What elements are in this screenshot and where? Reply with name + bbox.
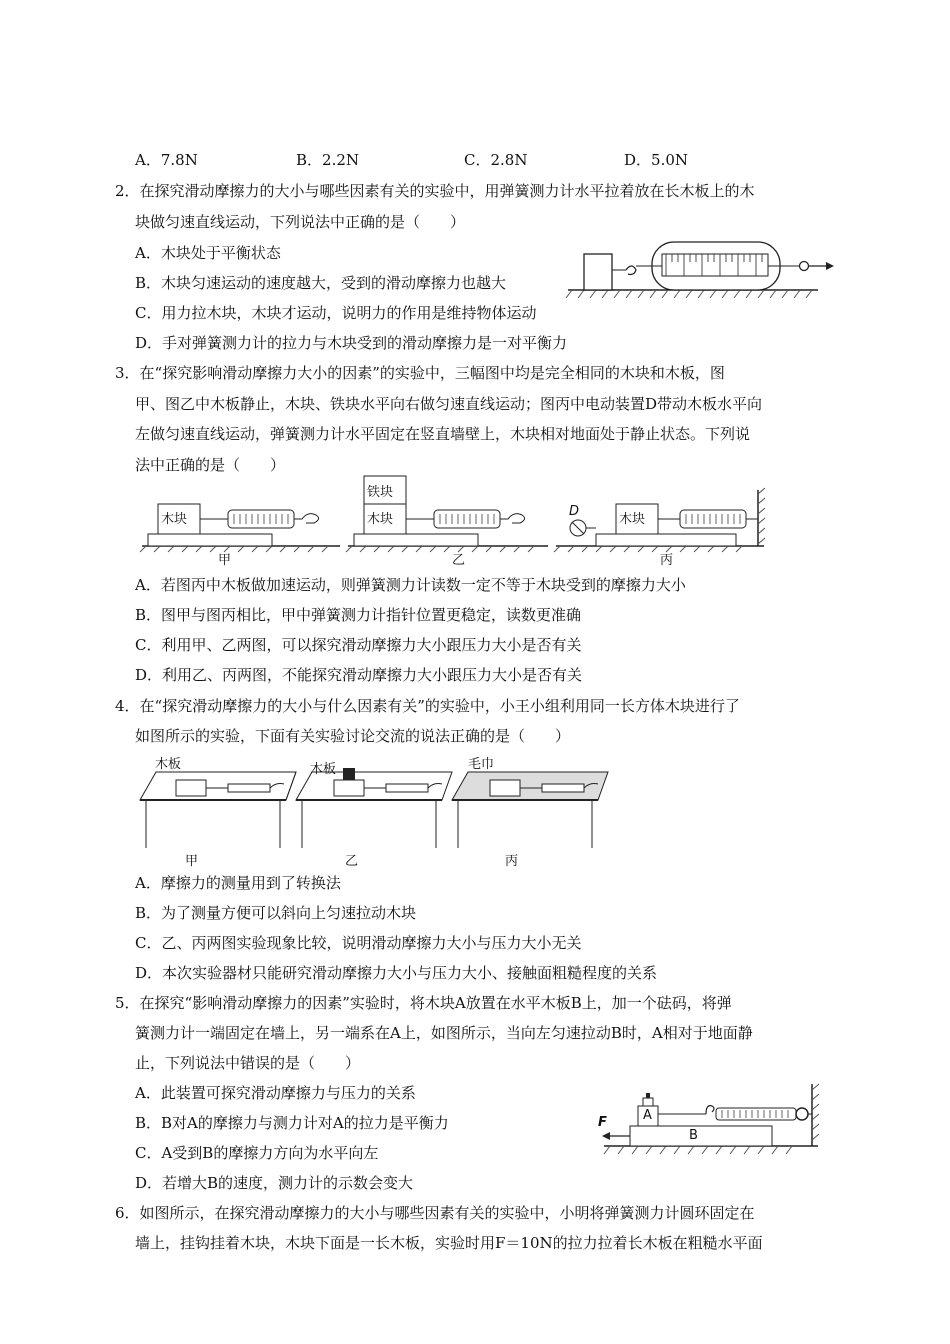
q3-option-c: C．利用甲、乙两图，可以探究滑动摩擦力大小跟压力大小是否有关 [135,636,582,654]
q4-option-c: C．乙、丙两图实验现象比较，说明滑动摩擦力大小与压力大小无关 [135,934,582,952]
q3-fig-iron-block: 铁块 [367,485,394,500]
q2-option-c: C．用力拉木块，木块才运动，说明力的作用是维持物体运动 [135,304,537,322]
q1-option-d: D．5.0N [624,151,689,169]
q5-option-c: C．A受到B的摩擦力方向为水平向左 [135,1144,379,1162]
q4-option-d: D．本次实验器材只能研究滑动摩擦力大小与压力大小、接触面粗糙程度的关系 [135,964,658,982]
q4-figure [136,768,606,852]
q4-stem-line-1: 4．在“探究滑动摩擦力的大小与什么因素有关”的实验中，小王小组利用同一长方体木块进行了 [115,697,740,715]
q6-stem-line-1: 6．如图所示，在探究滑动摩擦力的大小与哪些因素有关的实验中，小明将弹簧测力计圆环固定在 [115,1204,755,1222]
q3-stem-line-1: 3．在“探究影响滑动摩擦力大小的因素”的实验中，三幅图中均是完全相同的木块和木板，图 [115,364,725,382]
q3-fig-wood-block-3: 木块 [619,512,646,527]
q1-option-c: C．2.8N [464,151,528,169]
q4-option-a: A．摩擦力的测量用到了转换法 [135,874,341,892]
q6-stem-line-2: 墙上，挂钩挂着木块，木块下面是一长木板，实验时用F＝10N的拉力拉着长木板在粗糙水平面 [135,1234,763,1252]
q3-option-d: D．利用乙、丙两图，不能探究滑动摩擦力大小跟压力大小是否有关 [135,666,583,684]
q3-option-a: A．若图丙中木板做加速运动，则弹簧测力计读数一定不等于木块受到的摩擦力大小 [135,576,686,594]
q3-fig-motor-label: D [569,504,580,519]
q2-option-d: D．手对弹簧测力计的拉力与木块受到的滑动摩擦力是一对平衡力 [135,334,568,352]
q3-option-b: B．图甲与图丙相比，甲中弹簧测力计指针位置更稳定，读数更准确 [135,606,582,624]
q5-stem-line-1: 5．在探究“影响滑动摩擦力的因素”实验时，将木块A放置在水平木板B上，加一个砝码，将弹 [115,994,732,1012]
q5-option-b: B．B对A的摩擦力与测力计对A的拉力是平衡力 [135,1114,449,1132]
q3-stem-line-3: 左做匀速直线运动，弹簧测力计水平固定在竖直墙壁上，木块相对地面处于静止状态。下列说 [135,425,751,443]
q2-option-a: A．木块处于平衡状态 [135,244,281,262]
q5-stem-line-3: 止，下列说法中错误的是（ ） [135,1054,361,1072]
q4-caption-yi: 乙 [345,854,359,869]
q5-figure [598,1084,828,1162]
q2-option-b: B．木块匀速运动的速度越大，受到的滑动摩擦力也越大 [135,274,507,292]
q3-caption-yi: 乙 [452,553,466,568]
q2-figure-spring-scale [560,232,835,300]
q3-stem-line-4: 法中正确的是（ ） [135,456,286,474]
q4-stem-line-2: 如图所示的实验，下面有关实验讨论交流的说法正确的是（ ） [135,727,571,745]
q4-fig-label-towel: 毛巾 [468,757,495,772]
q5-fig-board-b: B [689,1128,698,1143]
q1-option-a: A．7.8N [135,151,198,169]
q3-caption-bing: 丙 [660,553,674,568]
q4-fig-label-wood-1: 木板 [155,757,182,772]
q4-option-b: B．为了测量方便可以斜向上匀速拉动木块 [135,904,417,922]
q1-option-b: B．2.2N [296,151,360,169]
q4-caption-bing: 丙 [505,854,519,869]
q5-fig-block-a: A [643,1108,652,1123]
q3-fig-wood-block-1: 木块 [161,512,188,527]
q3-fig-wood-block-2: 木块 [367,512,394,527]
q5-option-a: A．此装置可探究滑动摩擦力与压力的关系 [135,1084,416,1102]
q4-fig-label-wood-2: 木板 [310,762,337,777]
q2-stem-line-1: 2．在探究滑动摩擦力的大小与哪些因素有关的实验中，用弹簧测力计水平拉着放在长木板上的木 [115,182,755,200]
q3-caption-jia: 甲 [218,553,232,568]
q5-stem-line-2: 簧测力计一端固定在墙上，另一端系在A上，如图所示，当向左匀速拉动B时，A相对于地面静 [135,1024,753,1042]
q2-stem-line-2: 块做匀速直线运动，下列说法中正确的是（ ） [135,213,466,231]
q4-caption-jia: 甲 [185,854,199,869]
q5-option-d: D．若增大B的速度，测力计的示数会变大 [135,1174,414,1192]
q5-fig-force-f: F [598,1115,607,1130]
q3-stem-line-2: 甲、图乙中木板静止，木块、铁块水平向右做匀速直线运动；图丙中电动装置D带动木板水平向 [135,395,763,413]
